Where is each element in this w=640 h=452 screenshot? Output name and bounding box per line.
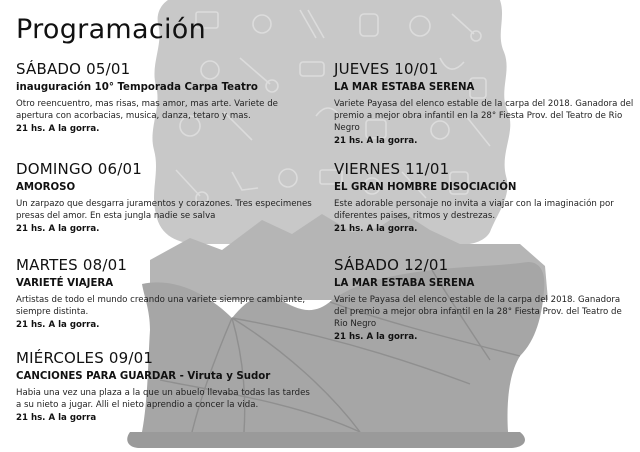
event-description: Varie te Payasa del elenco estable de la carpa del 2018. Ganadora del premio a mejor obra infantil en la 28° Fiesta Prov. del Teatro de Rio Negro bbox=[334, 295, 622, 329]
event-description: Artistas de todo el mundo creando una variete siempre cambiante, siempre distinta. bbox=[16, 295, 306, 317]
event-date: JUEVES 10/01 bbox=[334, 60, 439, 78]
event-description: Habia una vez una plaza a la que un abuelo llevaba todas las tardes a su nieto a jugar. Alli el nieto aprendio a concer la vida. bbox=[16, 388, 310, 410]
event-name: inauguración 10° Temporada Carpa Teatro bbox=[16, 82, 258, 93]
event-description: Un zarpazo que desgarra juramentos y corazones. Tres especimenes presas del amor. En esta jungla nadie se salva bbox=[16, 199, 312, 221]
event-name: LA MAR ESTABA SERENA bbox=[334, 278, 475, 289]
event-entry bbox=[16, 256, 316, 331]
event-entry bbox=[16, 349, 316, 424]
page-title: Programación bbox=[16, 14, 207, 45]
event-info: 21 hs. A la gorra. bbox=[16, 320, 100, 330]
event-name: CANCIONES PARA GUARDAR - Viruta y Sudor bbox=[16, 371, 271, 382]
event-name: AMOROSO bbox=[16, 182, 76, 193]
event-date: DOMINGO 06/01 bbox=[16, 160, 142, 178]
event-description: Otro reencuentro, mas risas, mas amor, mas arte. Variete de apertura con acorbacias, musica, danza, tetaro y mas. bbox=[16, 99, 278, 121]
event-info: 21 hs. A la gorra. bbox=[334, 332, 418, 342]
event-name: EL GRAN HOMBRE DISOCIACIÓN bbox=[334, 182, 517, 193]
event-info: 21 hs. A la gorra. bbox=[334, 136, 418, 146]
event-name: VARIETÉ VIAJERA bbox=[16, 278, 114, 289]
event-entry bbox=[16, 60, 316, 135]
event-date: MARTES 08/01 bbox=[16, 256, 128, 274]
event-entry bbox=[334, 256, 634, 343]
event-info: 21 hs. A la gorra. bbox=[16, 224, 100, 234]
event-description: Este adorable personaje no invita a viajar con la imaginación por diferentes paises, ritmos y destrezas. bbox=[334, 199, 614, 221]
event-info: 21 hs. A la gorra bbox=[16, 413, 97, 423]
event-name: LA MAR ESTABA SERENA bbox=[334, 82, 475, 93]
event-date: MIÉRCOLES 09/01 bbox=[16, 349, 154, 367]
event-date: SÁBADO 05/01 bbox=[16, 60, 131, 78]
event-date: VIERNES 11/01 bbox=[334, 160, 450, 178]
event-info: 21 hs. A la gorra. bbox=[16, 124, 100, 134]
event-date: SÁBADO 12/01 bbox=[334, 256, 449, 274]
event-entry bbox=[334, 60, 634, 147]
event-description: Variete Payasa del elenco estable de la carpa del 2018. Ganadora del premio a mejor obra infantil en la 28° Fiesta Prov. del Teatro de Rio Negro bbox=[334, 99, 634, 133]
event-info: 21 hs. A la gorra. bbox=[334, 224, 418, 234]
event-entry bbox=[16, 160, 316, 235]
ground bbox=[127, 432, 525, 448]
event-entry bbox=[334, 160, 634, 235]
